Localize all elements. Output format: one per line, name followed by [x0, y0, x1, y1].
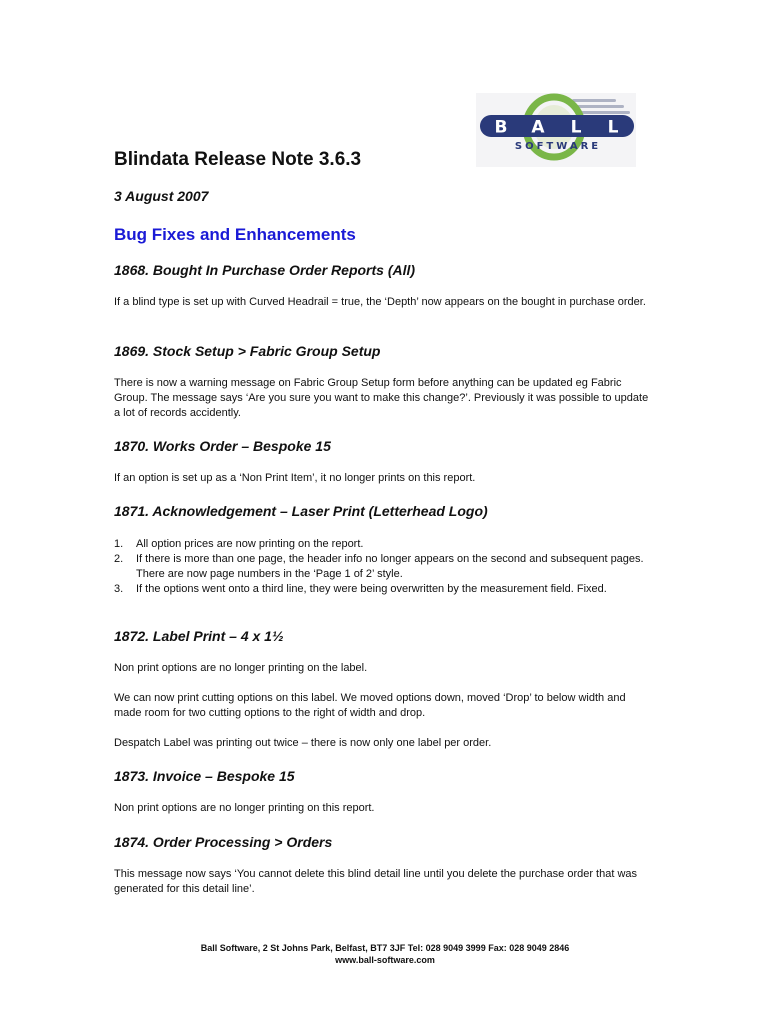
numbered-list: [114, 537, 654, 597]
item-paragraph: Despatch Label was printing out twice – there is now only one label per order.: [114, 737, 492, 749]
item-paragraph: Non print options are no longer printing on the label.: [114, 662, 368, 674]
logo-bottom-word: SOFTWARE: [514, 141, 602, 152]
release-item-1870: [114, 438, 654, 486]
logo-letter-a: A: [531, 117, 545, 138]
list-number: 3.: [114, 583, 124, 595]
logo-letter-l1: L: [570, 117, 582, 138]
item-paragraph: There is now a warning message on Fabric Group Setup form before anything can be updated eg Fabric Group. The message says ‘Are you sure you want to make this change?’. Previously it was possible to update a lot of records accidently.: [114, 377, 649, 419]
list-number: 1.: [114, 538, 124, 550]
list-text: If there is more than one page, the header info no longer appears on the second and subsequent pages. There are now page numbers in the ‘Page 1 of 2’ style.: [136, 553, 644, 580]
logo-letter-l2: L: [607, 117, 619, 138]
release-item-1874: [114, 834, 654, 897]
footer-website: www.ball-software.com: [335, 955, 435, 965]
item-heading: 1871. Acknowledgement – Laser Print (Letterhead Logo): [114, 503, 488, 519]
item-paragraph: If an option is set up as a ‘Non Print Item’, it no longer prints on this report.: [114, 472, 476, 484]
item-heading: 1874. Order Processing > Orders: [114, 834, 333, 850]
footer-address: Ball Software, 2 St Johns Park, Belfast, BT7 3JF Tel: 028 9049 3999 Fax: 028 9049 2846: [200, 943, 570, 953]
release-item-1871: [114, 503, 654, 597]
list-item: [114, 552, 654, 582]
item-paragraph: If a blind type is set up with Curved Headrail = true, the ‘Depth’ now appears on the bought in purchase order.: [114, 296, 646, 308]
item-heading: 1869. Stock Setup > Fabric Group Setup: [114, 343, 381, 359]
list-text: If the options went onto a third line, they were being overwritten by the measurement field. Fixed.: [136, 583, 607, 595]
list-number: 2.: [114, 553, 124, 565]
release-item-1868: [114, 262, 654, 310]
release-item-1872: [114, 628, 654, 751]
release-date: 3 August 2007: [114, 188, 209, 204]
ball-software-logo: [476, 93, 636, 167]
page-title: Blindata Release Note 3.6.3: [114, 149, 362, 170]
item-heading: 1868. Bought In Purchase Order Reports (All): [114, 262, 416, 278]
list-item: [114, 582, 654, 597]
logo-letter-b: B: [494, 117, 508, 138]
section-title: Bug Fixes and Enhancements: [114, 225, 356, 244]
item-paragraph: We can now print cutting options on this label. We moved options down, moved ‘Drop’ to below width and made room for two cutting options to the right of width and drop.: [114, 692, 626, 719]
page-footer: [0, 942, 770, 966]
release-item-1869: [114, 343, 654, 421]
item-heading: 1870. Works Order – Bespoke 15: [114, 438, 331, 454]
item-heading: 1872. Label Print – 4 x 1½: [114, 628, 284, 644]
release-item-1873: [114, 768, 654, 816]
item-heading: 1873. Invoice – Bespoke 15: [114, 768, 295, 784]
item-paragraph: This message now says ‘You cannot delete this blind detail line until you delete the purchase order that was generated for this detail line’.: [114, 868, 638, 895]
item-paragraph: Non print options are no longer printing on this report.: [114, 802, 375, 814]
list-text: All option prices are now printing on the report.: [136, 538, 364, 550]
list-item: [114, 537, 654, 552]
